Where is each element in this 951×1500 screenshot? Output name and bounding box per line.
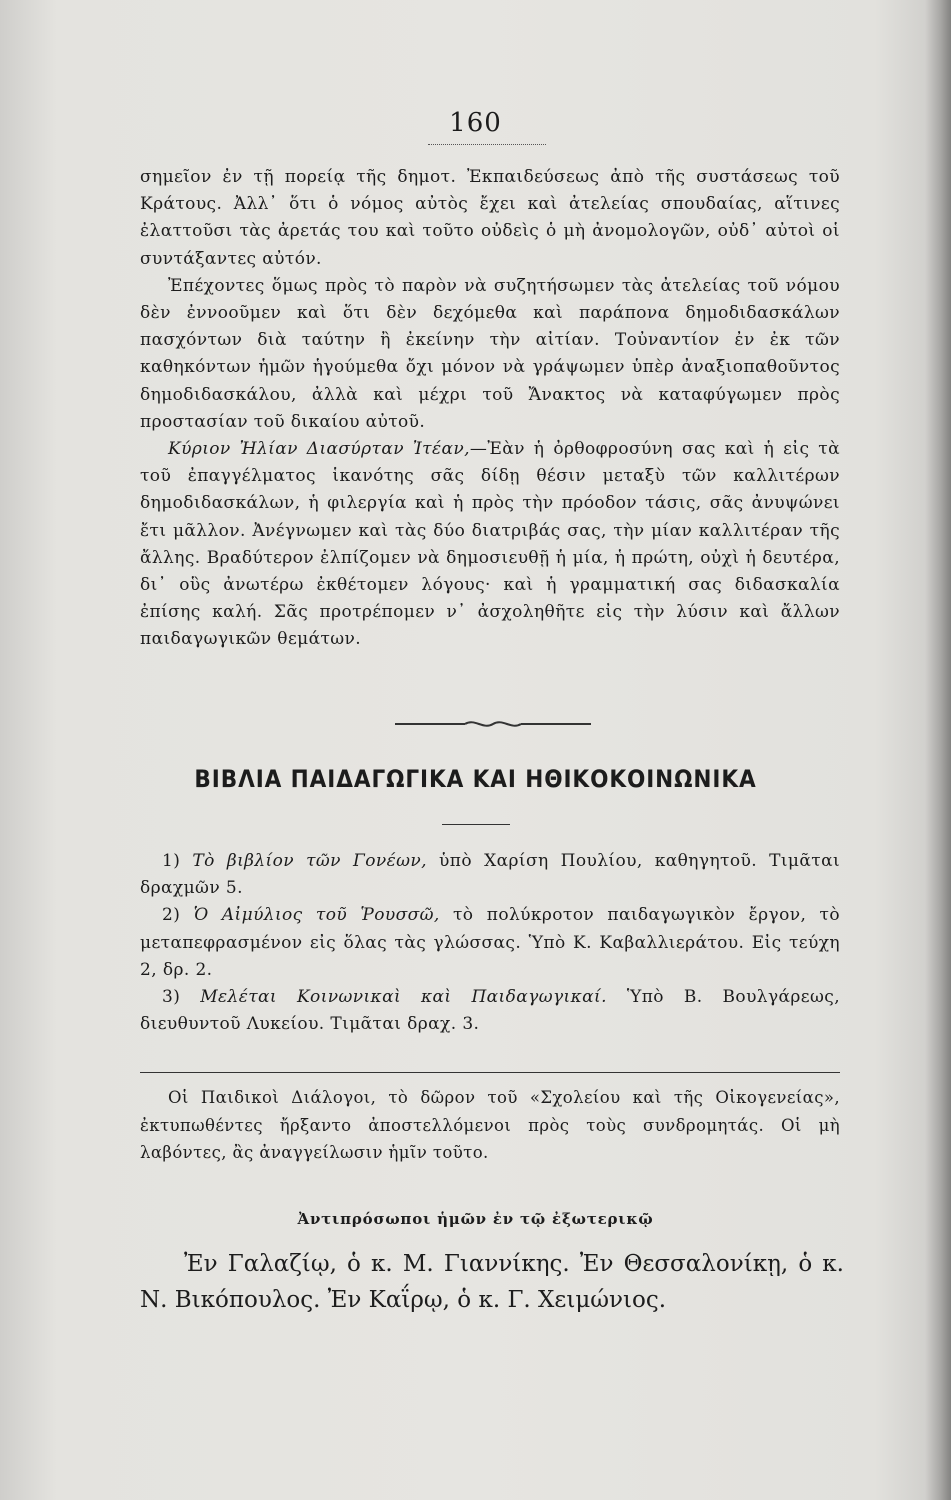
book-entry: [140, 848, 840, 902]
page-number-rule: [428, 144, 546, 145]
book-details: τὸ πολύκροτον παιδαγωγικὸν ἔργον, τὸ μεταπεφρασμένον εἰς ὅλας τὰς γλώσσας. Ὑπὸ Κ. Καβαλλιεράτου. Εἰς τεύχη 2, δρ. 2.: [140, 905, 840, 980]
book-entry: [140, 902, 840, 984]
notice-text: Οἱ Παιδικοὶ Διάλογοι, τὸ δῶρον τοῦ «Σχολείου καὶ τῆς Οἰκογενείας», ἐκτυπωθέντες ἤρξαντο ἀποστελλόμενοι πρὸς τοὺς συνδρομητάς. Οἱ μὴ λαβόντες, ἂς ἀναγγείλωσιν ἡμῖν τοῦτο.: [140, 1088, 840, 1162]
book-details: ὑπὸ Χαρίση Πουλίου, καθηγητοῦ. Τιμᾶται δραχμῶν 5.: [140, 851, 841, 899]
book-number: 2): [162, 905, 181, 926]
book-title: Ὁ Αἰμύλιος τοῦ Ῥουσσῶ,: [193, 905, 440, 926]
paragraph-continuation: σημεῖον ἐν τῇ πορείᾳ τῆς δημοτ. Ἐκπαιδεύσεως ἀπὸ τῆς συστάσεως τοῦ Κράτους. Ἀλλ᾽ ὅτι ὁ νόμος αὐτὸς ἔχει καὶ ἀτελείας σπουδαίας, αἵτινες ἐλαττοῦσι τὰς ἀρετάς του καὶ τοῦτο οὐδεὶς ὁ μὴ ἀνομολογῶν, οὐδ᾽ αὐτοὶ οἱ συντάξαντες αὐτόν.: [140, 167, 840, 269]
book-details: Ὑπὸ Β. Βουλγάρεως, διευθυντοῦ Λυκείου. Τιμᾶται δραχ. 3.: [140, 987, 841, 1035]
paragraph: Ἐπέχοντες ὅμως πρὸς τὸ παρὸν νὰ συζητήσωμεν τὰς ἀτελείας τοῦ νόμου δὲν ἐννοοῦμεν καὶ ὅτι δὲν δεχόμεθα καὶ παράπονα δημοδιδασκάλων πασχόντων διὰ ταύτην ἢ ἐκείνην τὴν αἰτίαν. Τοὐναντίον ἐν ἐκ τῶν καθηκόντων ἡμῶν ἡγούμεθα ὄχι μόνον νὰ γράψωμεν ὑπὲρ ἀναξιοπαθοῦντος δημοδιδασκάλου, ἀλλὰ καὶ μέχρι τοῦ Ἄνακτος νὰ καταφύγωμεν πρὸς προστασίαν τοῦ δικαίου αὐτοῦ.: [140, 275, 840, 432]
letter-addressee: Κύριον Ἠλίαν Διασύρταν Ἰτέαν,: [168, 439, 470, 460]
notice-rule: [140, 1072, 840, 1073]
letter-body: —Ἐὰν ἡ ὀρθοφροσύνη σας καὶ ἡ εἰς τὰ τοῦ ἐπαγγέλματος ἱκανότης σᾶς δίδῃ θέσιν μεταξὺ τῶν καλλιτέρων δημοδιδασκάλων, ἡ φιλεργία καὶ ἡ πρὸς τὴν πρόοδον τάσις, σᾶς ἀνυψώνει ἔτι μᾶλλον. Ἀνέγνωμεν καὶ τὰς δύο διατριβάς σας, τὴν μίαν καλλιτέραν τῆς ἄλλης. Βραδύτερον ἐλπίζομεν νὰ δημοσιευθῇ ἡ μία, ἡ πρώτη, οὐχὶ ἡ δευτέρα, δι᾽ οὓς ἀνωτέρω ἐκθέτομεν λόγους· καὶ ἡ γραμματική σας διδασκαλία ἐπίσης καλή. Σᾶς προτρέπομεν ν᾽ ἀσχοληθῆτε εἰς τὴν λύσιν καὶ ἄλλων παιδαγωγικῶν θεμάτων.: [140, 439, 840, 650]
notice: [140, 1084, 840, 1167]
book-title: Μελέται Κοινωνικαὶ καὶ Παιδαγωγικαί.: [200, 987, 607, 1008]
representatives-text: Ἐν Γαλαζίῳ, ὁ κ. Μ. Γιαννίκης. Ἐν Θεσσαλονίκῃ, ὁ κ. Ν. Βικόπουλος. Ἐν Καΐρῳ, ὁ κ. Γ. Χειμώνιος.: [140, 1251, 844, 1313]
book-title: Τὸ βιβλίον τῶν Γονέων,: [192, 851, 427, 871]
spine-shadow: [925, 0, 951, 1500]
article-text: [140, 164, 840, 654]
letter-reply: [140, 436, 840, 654]
representatives-heading: Ἀντιπρόσωποι ἡμῶν ἐν τῷ ἐξωτερικῷ: [297, 1210, 654, 1228]
book-number: 3): [162, 987, 181, 1008]
book-number: 1): [162, 851, 181, 871]
book-entry: [140, 984, 840, 1038]
section-heading: ΒΙΒΛΙΑ ΠΑΙΔΑΓΩΓΙΚΑ ΚΑΙ ΗΘΙΚΟΚΟΙΝΩΝΙΚΑ: [194, 765, 757, 793]
representatives-list: [140, 1246, 844, 1318]
ornament-divider: [395, 718, 591, 730]
book-list: [140, 848, 840, 1038]
page-number: 160: [449, 108, 502, 138]
heading-rule: [442, 824, 510, 825]
